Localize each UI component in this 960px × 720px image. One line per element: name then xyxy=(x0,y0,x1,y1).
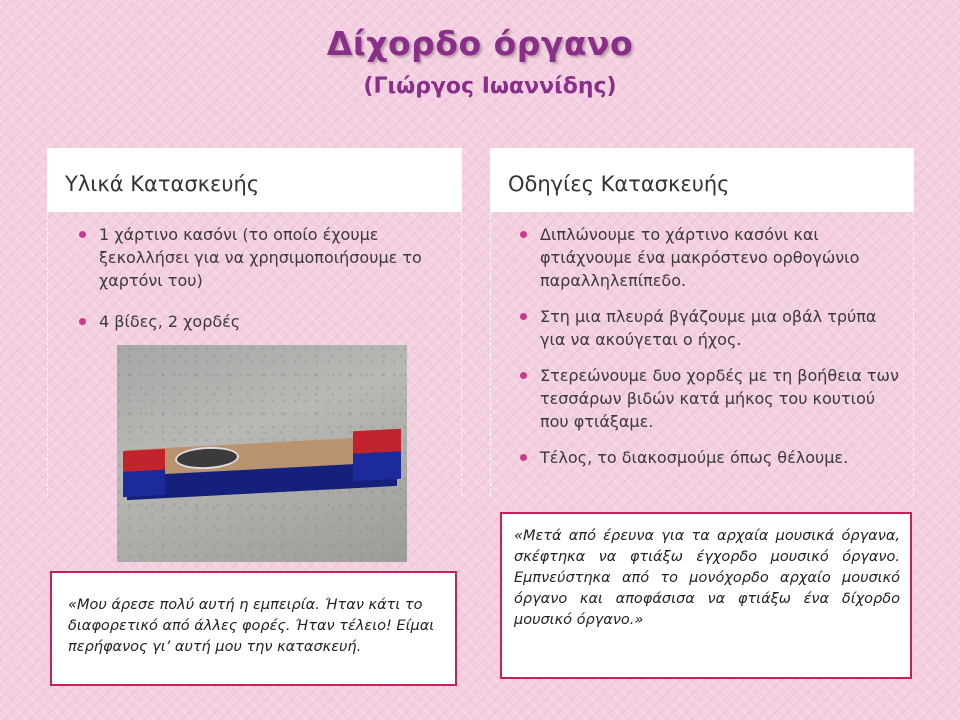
list-item xyxy=(540,305,900,351)
materials-heading: Υλικά Κατασκευής xyxy=(47,148,462,212)
instrument-photo xyxy=(117,345,407,562)
page-title: Δίχορδο όργανο xyxy=(326,24,634,63)
student-quote-right: «Μετά από έρευνα για τα αρχαία μουσικά όργανα, σκέφτηκα να φτιάξω έγχορδο μουσικό όργανο. Εμπνεύστηκα από το μονόχορδο αρχαίο μουσικό όργανο και αποφάσισα να φτιάξω ένα δίχορδο μουσικό όργανο.» xyxy=(500,512,912,679)
list-item-text: Στη μια πλευρά βγάζουμε μια οβάλ τρύπα για να ακούγεται ο ήχος. xyxy=(540,307,877,349)
list-item xyxy=(540,223,900,292)
bullet-icon xyxy=(520,313,527,320)
page-subtitle: (Γιώργος Ιωαννίδης) xyxy=(363,74,617,99)
bullet-icon xyxy=(79,318,86,325)
list-item-text: Στερεώνουμε δυο χορδές με τη βοήθεια των τεσσάρων βιδών κατά μήκος του κουτιού που φτιάξαμε. xyxy=(540,366,899,431)
list-item-text: 1 χάρτινο κασόνι (το οποίο έχουμε ξεκολλήσει για να χρησιμοποιήσουμε το χαρτόνι του) xyxy=(99,225,422,290)
student-quote-left: «Μου άρεσε πολύ αυτή η εμπειρία. Ήταν κάτι το διαφορετικό από άλλες φορές. Ήταν τέλειο! Είμαι περήφανος γι’ αυτή μου την κατασκευή. xyxy=(50,571,457,686)
bullet-icon xyxy=(520,372,527,379)
list-item-text: Διπλώνουμε το χάρτινο κασόνι και φτιάχνουμε ένα μακρόστενο ορθογώνιο παραλληλεπίπεδο. xyxy=(540,225,860,290)
instructions-heading: Οδηγίες Κατασκευής xyxy=(490,148,914,212)
bullet-icon xyxy=(520,454,527,461)
box-end-right xyxy=(353,429,401,482)
instructions-list xyxy=(540,223,900,469)
list-item xyxy=(540,364,900,433)
box-end-left xyxy=(123,449,165,497)
bullet-icon xyxy=(79,231,86,238)
list-item-text: Τέλος, το διακοσμούμε όπως θέλουμε. xyxy=(540,448,849,467)
list-item-text: 4 βίδες, 2 χορδές xyxy=(99,312,241,331)
materials-list xyxy=(99,223,449,333)
list-item xyxy=(99,310,449,333)
list-item xyxy=(99,223,449,292)
list-item xyxy=(540,446,900,469)
bullet-icon xyxy=(520,231,527,238)
